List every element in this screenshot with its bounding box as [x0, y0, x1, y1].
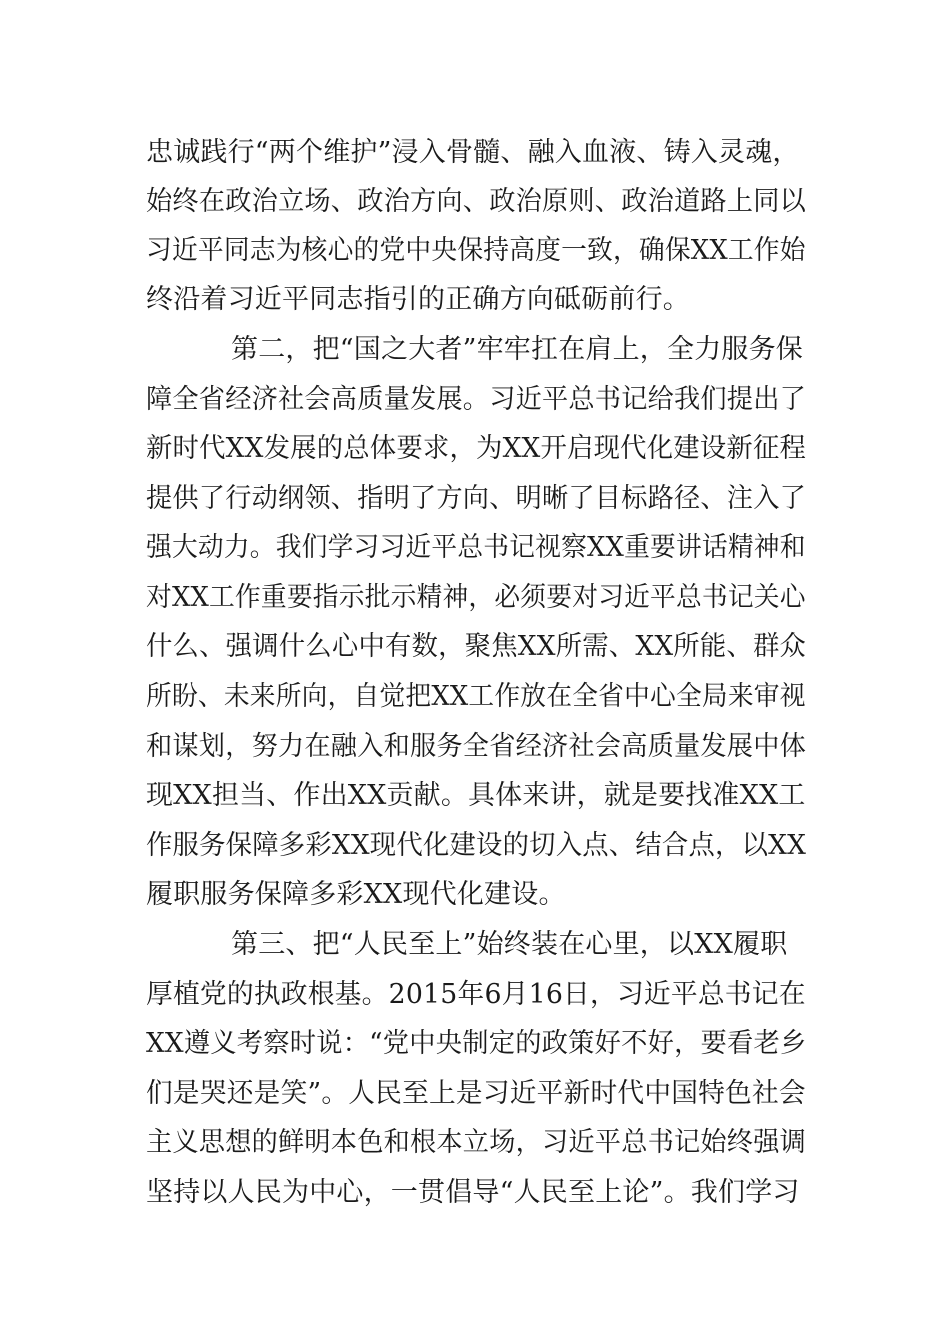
text-line: XX遵义考察时说：“党中央制定的政策好不好，要看老乡: [146, 1028, 807, 1059]
text-line: 障全省经济社会高质量发展。习近平总书记给我们提出了: [146, 384, 807, 415]
text-line: 厚植党的执政根基。2015年6月16日，习近平总书记在: [146, 979, 806, 1010]
text-line: 习近平同志为核心的党中央保持高度一致，确保XX工作始: [146, 235, 806, 266]
text-line: 们是哭还是笑”。人民至上是习近平新时代中国特色社会: [146, 1078, 806, 1109]
text-line: 作服务保障多彩XX现代化建设的切入点、结合点，以XX: [146, 830, 807, 861]
text-line: 对XX工作重要指示批示精神，必须要对习近平总书记关心: [146, 582, 806, 613]
paragraph-start-line: 第三、把“人民至上”始终装在心里，以XX履职: [231, 929, 788, 960]
text-line: 新时代XX发展的总体要求，为XX开启现代化建设新征程: [146, 433, 807, 464]
text-line: 坚持以人民为中心，一贯倡导“人民至上论”。我们学习: [146, 1177, 800, 1208]
text-line: 提供了行动纲领、指明了方向、明晰了目标路径、注入了: [146, 483, 807, 514]
text-line: 和谋划，努力在融入和服务全省经济社会高质量发展中体: [146, 731, 807, 762]
text-line: 所盼、未来所向，自觉把XX工作放在全省中心全局来审视: [146, 681, 806, 712]
text-line: 始终在政治立场、政治方向、政治原则、政治道路上同以: [146, 186, 807, 217]
text-line: 现XX担当、作出XX贡献。具体来讲，就是要找准XX工: [146, 780, 806, 811]
text-line: 什么、强调什么心中有数，聚焦XX所需、XX所能、群众: [146, 631, 807, 662]
text-line: 强大动力。我们学习习近平总书记视察XX重要讲话精神和: [146, 532, 806, 563]
paragraph-start-line: 第二，把“国之大者”牢牢扛在肩上，全力服务保: [231, 334, 804, 365]
text-line: 主义思想的鲜明本色和根本立场，习近平总书记始终强调: [146, 1127, 807, 1158]
text-line: 忠诚践行“两个维护”浸入骨髓、融入血液、铸入灵魂，: [146, 137, 800, 168]
text-line: 履职服务保障多彩XX现代化建设。: [146, 879, 566, 910]
text-line: 终沿着习近平同志指引的正确方向砥砺前行。: [146, 284, 690, 315]
